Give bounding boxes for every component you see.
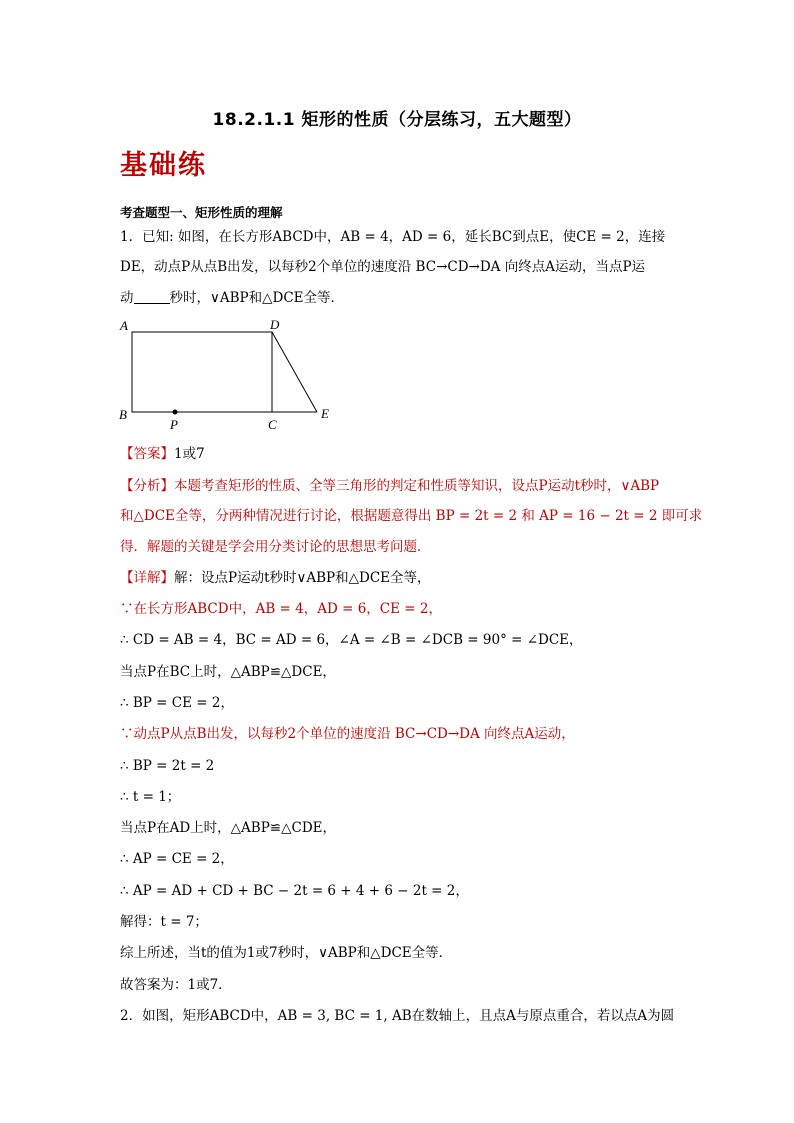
detail-line-14: 故答案为：1或7． bbox=[120, 977, 232, 993]
detail-line-6: ∵动点P从点B出发，以每秒2个单位的速度沿 BC→CD→DA 向终点A运动， bbox=[120, 726, 575, 742]
label-e: E bbox=[321, 406, 329, 421]
label-d: D bbox=[270, 317, 280, 332]
section-heading: 基础练 bbox=[120, 150, 207, 181]
detail-line-3: ∴ CD = AB = 4，BC = AD = 6，∠A = ∠B = ∠DCB = 90° = ∠DCE， bbox=[120, 632, 583, 648]
q1-line-3 bbox=[120, 288, 344, 308]
label-c: C bbox=[268, 417, 277, 432]
point-p bbox=[173, 410, 178, 415]
document-title: 18.2.1.1 矩形的性质（分层练习，五大题型） bbox=[212, 110, 582, 130]
detail-line-2: ∵在长方形ABCD中，AB = 4，AD = 6，CE = 2， bbox=[120, 601, 442, 617]
label-a: A bbox=[120, 318, 128, 333]
question-type-heading: 考查题型一、矩形性质的理解 bbox=[120, 205, 283, 220]
answer-text: 1或7 bbox=[174, 446, 205, 462]
detail-line-1-text: 解：设点P运动t秒时∨ABP和△DCE全等， bbox=[174, 570, 431, 586]
rectangle-abcd bbox=[132, 332, 272, 412]
detail-line-11: ∴ AP = AD + CD + BC − 2t = 6 + 4 + 6 − 2t = 2， bbox=[120, 883, 469, 899]
rectangle-figure bbox=[110, 315, 340, 435]
analysis-line-3: 得．解题的关键是学会用分类讨论的思想思考问题． bbox=[120, 539, 431, 555]
detail-tag: 【详解】 bbox=[120, 570, 174, 586]
q1-line-3-prefix: 动 bbox=[120, 290, 134, 306]
detail-line-13: 综上所述，当t的值为1或7秒时，∨ABP和△DCE全等． bbox=[120, 945, 453, 961]
q2-line-1: 2．如图，矩形ABCD中，AB = 3, BC = 1, AB在数轴上，且点A与原点重合，若以点A为圆 bbox=[120, 1008, 675, 1024]
answer-line bbox=[120, 444, 205, 464]
detail-line-5: ∴ BP = CE = 2， bbox=[120, 695, 234, 711]
q1-line-2: DE，动点P从点B出发，以每秒2个单位的速度沿 BC→CD→DA 向终点A运动，当点P运 bbox=[120, 259, 646, 275]
analysis-line-1: 【分析】本题考查矩形的性质、全等三角形的判定和性质等知识，设点P运动t秒时，∨ABP bbox=[120, 478, 660, 494]
detail-line-10: ∴ AP = CE = 2， bbox=[120, 851, 234, 867]
detail-line-4: 当点P在BC上时，△ABP≌△DCE， bbox=[120, 664, 336, 680]
segment-de bbox=[272, 332, 317, 412]
detail-line-7: ∴ BP = 2t = 2 bbox=[120, 758, 215, 774]
answer-blank bbox=[134, 289, 170, 304]
analysis-line-2: 和△DCE全等，分两种情况进行讨论，根据题意得出 BP = 2t = 2 和 AP = 16 − 2t = 2 即可求 bbox=[120, 508, 703, 524]
detail-line-1 bbox=[120, 568, 431, 588]
detail-line-12: 解得：t = 7； bbox=[120, 914, 208, 930]
label-b: B bbox=[119, 407, 127, 422]
label-p: P bbox=[170, 417, 178, 432]
detail-line-9: 当点P在AD上时，△ABP≌△CDE， bbox=[120, 820, 336, 836]
answer-tag: 【答案】 bbox=[120, 446, 174, 462]
detail-line-8: ∴ t = 1； bbox=[120, 789, 181, 805]
q1-line-1: 1．已知: 如图，在长方形ABCD中，AB = 4，AD = 6，延长BC到点E，使CE = 2，连接 bbox=[120, 229, 666, 245]
q1-line-3-suffix: 秒时，∨ABP和△DCE全等． bbox=[169, 290, 345, 306]
